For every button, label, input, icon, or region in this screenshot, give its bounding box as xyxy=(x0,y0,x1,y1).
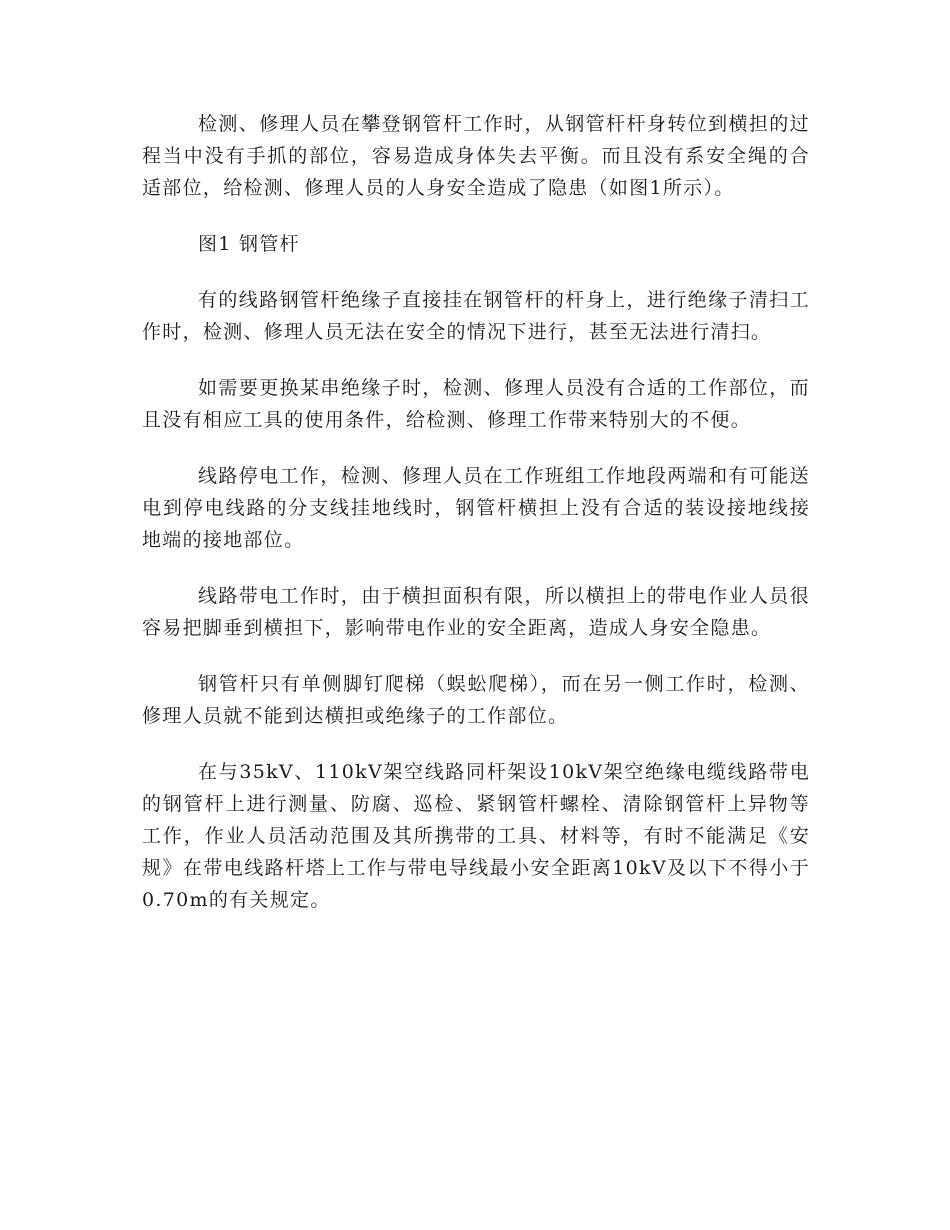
document-body xyxy=(142,108,810,940)
figure-caption: 图1 钢管杆 xyxy=(198,233,300,255)
paragraph-insulator-replacement: 如需要更换某串绝缘子时，检测、修理人员没有合适的工作部位，而且没有相应工具的使用条件，给检测、修理工作带来特别大的不便。 xyxy=(142,377,810,431)
paragraph-live-work: 线路带电工作时，由于横担面积有限，所以横担上的带电作业人员很容易把脚垂到横担下，影响带电作业的安全距离，造成人身安全隐患。 xyxy=(142,585,810,639)
paragraph-insulator-cleaning: 有的线路钢管杆绝缘子直接挂在钢管杆的杆身上，进行绝缘子清扫工作时，检测、修理人员无法在安全的情况下进行，甚至无法进行清扫。 xyxy=(142,289,810,343)
paragraph-grounding: 线路停电工作，检测、修理人员在工作班组工作地段两端和有可能送电到停电线路的分支线挂地线时，钢管杆横担上没有合适的装设接地线接地端的接地部位。 xyxy=(142,465,810,551)
paragraph-ladder: 钢管杆只有单侧脚钉爬梯（蜈蚣爬梯），而在另一侧工作时，检测、修理人员就不能到达横担或绝缘子的工作部位。 xyxy=(142,673,810,727)
paragraph-climbing-hazard: 检测、修理人员在攀登钢管杆工作时，从钢管杆杆身转位到横担的过程当中没有手抓的部位，容易造成身体失去平衡。而且没有系安全绳的合适部位，给检测、修理人员的人身安全造成了隐患（如图1所示）。 xyxy=(142,113,810,199)
paragraph-safety-distance: 在与35kV、110kV架空线路同杆架设10kV架空绝缘电缆线路带电的钢管杆上进行测量、防腐、巡检、紧钢管杆螺栓、清除钢管杆上异物等工作，作业人员活动范围及其所携带的工具、材料等，有时不能满足《安规》在带电线路杆塔上工作与带电导线最小安全距离10kV及以下不得小于0.70m的有关规定。 xyxy=(142,761,810,911)
